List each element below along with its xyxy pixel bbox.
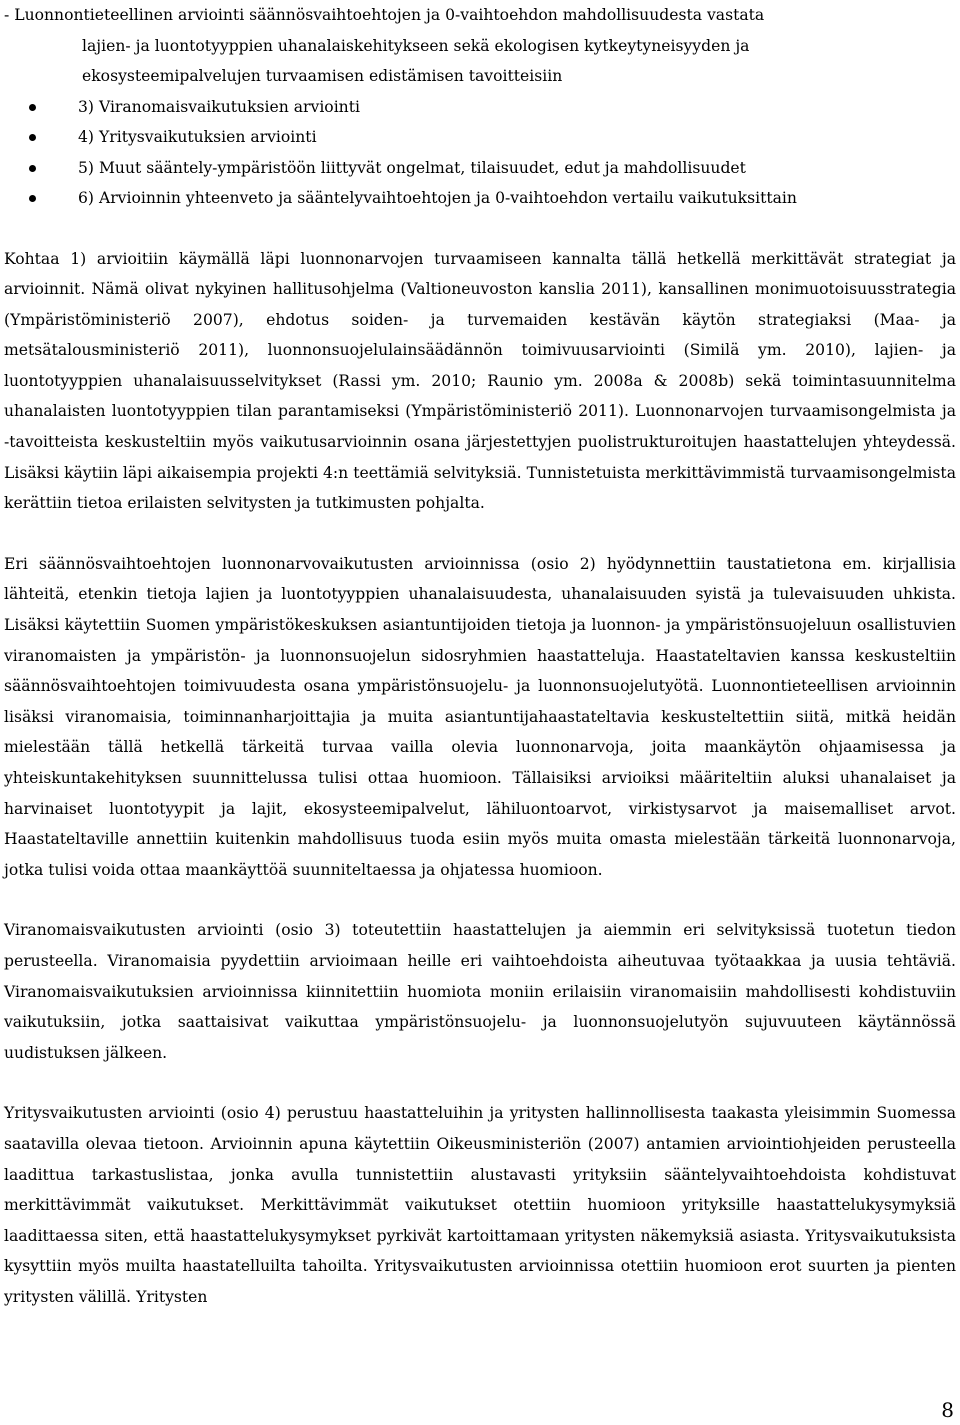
list-item-text: 4) Yritysvaikutuksien arviointi [78, 128, 317, 146]
paragraph: Yritysvaikutusten arviointi (osio 4) perustuu haastatteluihin ja yritysten hallinnollisesta taakasta yleisimmin Suomessa saatavilla olevaa tietoon. Arvioinnin apuna käytettiin Oikeusministeriön (2007) antamien arviointiohjeiden perusteella laadittua tarkastuslistaa, jonka avulla tunnistettiin alustavasti yrityksiin sääntelyvaihtoehdoista kohdistuvat merkittävimmät vaikutukset. Merkittävimmät vaikutukset otettiin huomioon yrityksille haastattelukysymyksiä laadittaessa siten, että haastattelukysymykset pyrkivät kartoittamaan yritysten näkemyksiä asiasta. Yritysvaikutuksista kysyttiin myös muilta haastatelluilta tahoilta. Yritysvaikutusten arvioinnissa otettiin huomioon erot suurten ja pienten yritysten välillä. Yritysten [4, 1104, 956, 1306]
bullet-icon [29, 104, 36, 111]
list-item [4, 153, 956, 184]
intro-block [4, 0, 956, 92]
spacer [4, 885, 956, 915]
list-item-text: 6) Arvioinnin yhteenveto ja sääntelyvaihtoehtojen ja 0-vaihtoehdon vertailu vaikutuksittain [78, 189, 797, 207]
paragraph: Kohtaa 1) arvioitiin käymällä läpi luonnonarvojen turvaamiseen kannalta tällä hetkellä merkittävät strategiat ja arvioinnit. Nämä olivat nykyinen hallitusohjelma (Valtioneuvoston kanslia 2011), kansallinen monimuotoisuusstrategia (Ympäristöministeriö 2007), ehdotus soiden- ja turvemaiden kestävän käytön strategiaksi (Maa- ja metsätalousministeriö 2011), luonnonsuojelulainsäädännön toimivuusarviointi (Similä ym. 2010), lajien- ja luontotyyppien uhanalaisuusselvitykset (Rassi ym. 2010; Raunio ym. 2008a & 2008b) sekä toimintasuunnitelma uhanalaisten luontotyyppien tilan parantamiseksi (Ympäristöministeriö 2011). Luonnonarvojen turvaamisongelmista ja -tavoitteista keskusteltiin myös vaikutusarvioinnin osana järjestettyjen puolistrukturoitujen haastattelujen yhteydessä. Lisäksi käytiin läpi aikaisempia projekti 4:n teettämiä selvityksiä. Tunnistetuista merkittävimmistä turvaamisongelmista kerättiin tietoa erilaisten selvitysten ja tutkimusten pohjalta. [4, 249, 956, 513]
paragraph: Eri säännösvaihtoehtojen luonnonarvovaikutusten arvioinnissa (osio 2) hyödynnettiin taustatietona em. kirjallisia lähteitä, etenkin tietoja lajien ja luontotyyppien uhanalaisuudesta, uhanalaisuuden syistä ja tulevaisuuden uhkista. Lisäksi käytettiin Suomen ympäristökeskuksen asiantuntijoiden tietoja ja luonnon- ja ympäristönsuojeluun osallistuvien viranomaisten ja ympäristön- ja luonnonsuojelun sidosryhmien haastatteluja. Haastateltavien kanssa keskusteltiin säännösvaihtoehtojen toimivuudesta osana ympäristönsuojelu- ja luonnonsuojelutyötä. Luonnontieteellisen arvioinnin lisäksi viranomaisia, toiminnanharjoittajia ja muita asiantuntijahaastateltavia keskusteltettiin siitä, mitkä heidän mielestään tällä hetkellä tärkeitä turvaa vailla olevia luonnonarvoja, joita maankäytön ohjaamisessa ja yhteiskuntakehityksen suunnittelussa tulisi ottaa huomioon. Tällaisiksi arvioiksi määriteltiin aluksi uhanalaiset ja harvinaiset luontotyypit ja lajit, ekosysteemipalvelut, lähiluontoarvot, virkistysarvot ja maisemalliset arvot. Haastateltaville annettiin kuitenkin mahdollisuus tuoda esiin myös muita omasta mielestään tärkeitä luonnonarvoja, jotka tulisi voida ottaa maankäyttöä suunniteltaessa ja ohjatessa huomioon. [4, 554, 956, 879]
bullet-icon [29, 165, 36, 172]
intro-line: lajien- ja luontotyyppien uhanalaiskehitykseen sekä ekologisen kytkeytyneisyyden ja [82, 36, 750, 55]
bullet-list [4, 92, 956, 214]
document-page [4, 0, 956, 1313]
list-item [4, 92, 956, 123]
list-item [4, 122, 956, 153]
spacer [4, 214, 956, 244]
list-item-text: 3) Viranomaisvaikutuksien arviointi [78, 97, 360, 116]
spacer [4, 519, 956, 549]
intro-line: ekosysteemipalvelujen turvaamisen edistämisen tavoitteisiin [82, 67, 563, 85]
page-number: 8 [941, 1398, 954, 1422]
list-item-text: 5) Muut sääntely-ympäristöön liittyvät ongelmat, tilaisuudet, edut ja mahdollisuudet [78, 158, 746, 177]
intro-line: - Luonnontieteellinen arviointi säännösvaihtoehtojen ja 0-vaihtoehdon mahdollisuudesta vastata [4, 6, 765, 24]
paragraph: Viranomaisvaikutusten arviointi (osio 3) toteutettiin haastattelujen ja aiemmin eri selvityksissä tuotetun tiedon perusteella. Viranomaisia pyydettiin arvioimaan heille eri vaihtoehdoista aiheutuvaa työtaakkaa ja uusia tehtäviä. Viranomaisvaikutuksien arvioinnissa kiinnitettiin huomiota moniin erilaisiin viranomaisiin mahdollisesti kohdistuviin vaikutuksiin, jotka saattaisivat vaikuttaa ympäristönsuojelu- ja luonnonsuojelutyön sujuvuuteen käytännössä uudistuksen jälkeen. [4, 921, 956, 1062]
spacer [4, 1068, 956, 1098]
bullet-icon [29, 134, 36, 141]
bullet-icon [29, 195, 36, 202]
list-item [4, 183, 956, 214]
